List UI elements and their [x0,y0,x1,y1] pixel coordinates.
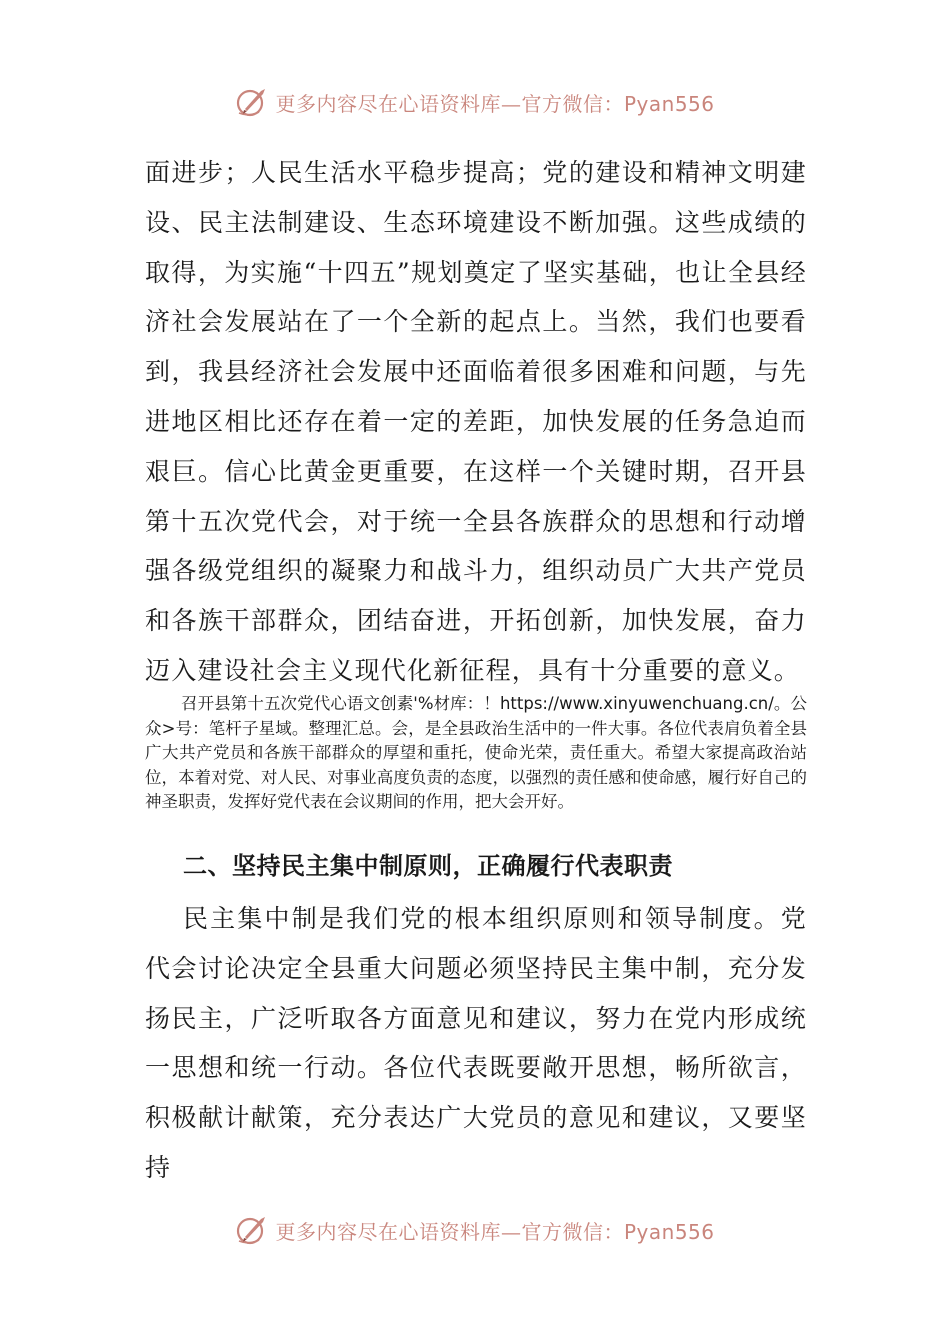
footer-banner-cn: 更多内容尽在心语资料库—官方微信： [275,1219,624,1244]
quill-logo-icon [235,85,269,119]
footer-banner [0,1210,950,1250]
header-banner [0,82,950,122]
header-banner-wechat-id: Pyan556 [623,91,715,116]
paragraph-1: 面进步；人民生活水平稳步提高；党的建设和精神文明建设、民主法制建设、生态环境建设不断加强。这些成绩的取得，为实施“十四五”规划奠定了坚实基础，也让全县经济社会发展站在了一个全新的起点上。当然，我们也要看到，我县经济社会发展中还面临着很多困难和问题，与先进地区相比还存在着一定的差距，加快发展的任务急迫而艰巨。信心比黄金更重要，在这样一个关键时期，召开县第十五次党代会，对于统一全县各族群众的思想和行动增强各级党组织的凝聚力和战斗力，组织动员广大共产党员和各族干部群众，团结奋进，开拓创新，加快发展，奋力迈入建设社会主义现代化新征程，具有十分重要的意义。 [145,158,807,685]
header-banner-content [235,85,714,119]
section-heading: 二、坚持民主集中制原则，正确履行代表职责 [183,852,673,880]
footer-banner-content [235,1213,714,1247]
header-banner-cn: 更多内容尽在心语资料库—官方微信： [275,91,624,116]
body-section-1 [145,148,807,696]
footer-banner-text [275,1216,714,1245]
body-section-2 [145,894,807,1193]
header-banner-text [275,88,714,117]
small-print-note: 召开县第十五次党代心语文创素'%材库：！https://www.xinyuwenchuang.cn/。公众>号：笔杆子星域。整理汇总。会，是全县政治生活中的一件大事。各位代表肩负着全县广大共产党员和各族干部群众的厚望和重托，使命光荣，责任重大。希望大家提高政治站位，本着对党、对人民、对事业高度负责的态度，以强烈的责任感和使命感，履行好自己的神圣职责，发挥好党代表在会议期间的作用，把大会开好。 [145,694,807,812]
paragraph-2: 民主集中制是我们党的根本组织原则和领导制度。党代会讨论决定全县重大问题必须坚持民主集中制，充分发扬民主，广泛听取各方面意见和建议，努力在党内形成统一思想和统一行动。各位代表既要敞开思想，畅所欲言，积极献计献策，充分表达广大党员的意见和建议，又要坚持 [145,904,807,1182]
footer-banner-wechat-id: Pyan556 [623,1219,715,1244]
quill-logo-icon [235,1213,269,1247]
